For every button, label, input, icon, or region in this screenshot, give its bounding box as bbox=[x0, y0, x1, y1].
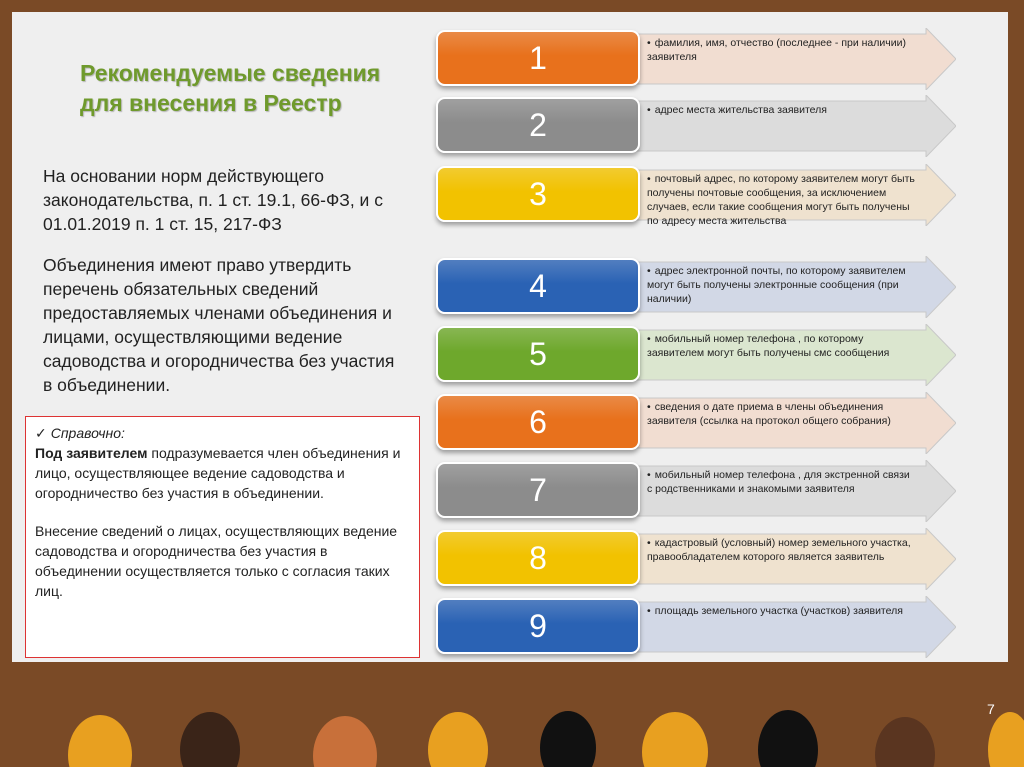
page-number: 7 bbox=[987, 701, 995, 717]
bullet-icon: • bbox=[647, 401, 651, 413]
item-description bbox=[647, 604, 917, 618]
info-item-row bbox=[0, 460, 1024, 520]
head-silhouette bbox=[313, 716, 377, 767]
item-description bbox=[647, 36, 917, 64]
info-item-row bbox=[0, 596, 1024, 656]
bullet-icon: • bbox=[647, 333, 651, 345]
audience-silhouettes bbox=[0, 700, 1024, 767]
item-text: мобильный номер телефона , по которому заявителем могут быть получены смс сообщения bbox=[647, 333, 890, 359]
item-description bbox=[647, 536, 917, 564]
info-item-row bbox=[0, 256, 1024, 316]
info-item-row bbox=[0, 164, 1024, 227]
bullet-icon: • bbox=[647, 265, 651, 277]
bullet-icon: • bbox=[647, 104, 651, 116]
item-text: мобильный номер телефона , для экстренной связи с родственниками и знакомыми заявителя bbox=[647, 469, 910, 495]
item-number-badge: 8 bbox=[436, 530, 640, 586]
info-item-row bbox=[0, 95, 1024, 155]
item-description bbox=[647, 172, 917, 228]
legal-basis-paragraph: На основании норм действующего законодательства, п. 1 ст. 19.1, 66-ФЗ, и с 01.01.2019 п. 1 ст. 15, 217-ФЗ bbox=[43, 166, 383, 234]
item-number-badge: 9 bbox=[436, 598, 640, 654]
item-number-badge: 3 bbox=[436, 166, 640, 222]
info-item-row bbox=[0, 528, 1024, 588]
bullet-icon: • bbox=[647, 605, 651, 617]
item-number-badge: 6 bbox=[436, 394, 640, 450]
note-heading-label: Справочно: bbox=[50, 425, 125, 441]
info-item-row bbox=[0, 392, 1024, 452]
bullet-icon: • bbox=[647, 173, 651, 185]
item-text: адрес электронной почты, по которому заявителем могут быть получены электронные сообщения (при наличии) bbox=[647, 265, 906, 305]
item-text: кадастровый (условный) номер земельного участка, правообладателем которого является заявитель bbox=[647, 537, 911, 563]
item-number-badge: 2 bbox=[436, 97, 640, 153]
head-silhouette bbox=[428, 712, 488, 767]
head-silhouette bbox=[758, 710, 818, 767]
info-item-row bbox=[0, 28, 1024, 88]
bullet-icon: • bbox=[647, 469, 651, 481]
head-silhouette bbox=[875, 717, 935, 767]
item-number-badge: 5 bbox=[436, 326, 640, 382]
item-text: площадь земельного участка (участков) заявителя bbox=[654, 605, 903, 617]
rights-paragraph: Объединения имеют право утвердить перечень обязательных сведений предоставляемых членами объединения и лицами, осуществляющими ведение садоводства и огородничества без участия в объединении. bbox=[43, 255, 395, 395]
head-silhouette bbox=[540, 711, 596, 767]
item-number-badge: 7 bbox=[436, 462, 640, 518]
item-description bbox=[647, 332, 917, 360]
bullet-icon: • bbox=[647, 37, 651, 49]
item-number-badge: 1 bbox=[436, 30, 640, 86]
note-bold-term: Под заявителем bbox=[35, 445, 148, 461]
head-silhouette bbox=[68, 715, 132, 767]
bullet-icon: • bbox=[647, 537, 651, 549]
checkmark-icon: ✓ bbox=[35, 425, 47, 441]
note-paragraph-2: Внесение сведений о лицах, осуществляющих ведение садоводства и огородничества без участия в объединении осуществляется только с согласия таких лиц. bbox=[35, 523, 398, 599]
slide-title: Рекомендуемые сведения для внесения в Реестр bbox=[80, 60, 381, 116]
item-description bbox=[647, 103, 917, 117]
item-text: почтовый адрес, по которому заявителем могут быть получены почтовые сообщения, за исключением случаев, если такие сообщения могут быть получены по адресу места жительства bbox=[647, 173, 915, 227]
item-text: фамилия, имя, отчество (последнее - при наличии) заявителя bbox=[647, 37, 906, 63]
item-description bbox=[647, 468, 917, 496]
head-silhouette bbox=[642, 712, 708, 767]
item-text: адрес места жительства заявителя bbox=[654, 104, 827, 116]
info-item-row bbox=[0, 324, 1024, 384]
item-description bbox=[647, 264, 917, 306]
head-silhouette bbox=[180, 712, 240, 767]
note-text-1: подразумевается член объединения и лицо, осуществляющее ведение садоводства и огородничество без участия в объединении. bbox=[35, 445, 401, 501]
item-number-badge: 4 bbox=[436, 258, 640, 314]
item-description bbox=[647, 400, 917, 428]
head-silhouette bbox=[988, 712, 1024, 767]
item-text: сведения о дате приема в члены объединения заявителя (ссылка на протокол общего собрания) bbox=[647, 401, 891, 427]
